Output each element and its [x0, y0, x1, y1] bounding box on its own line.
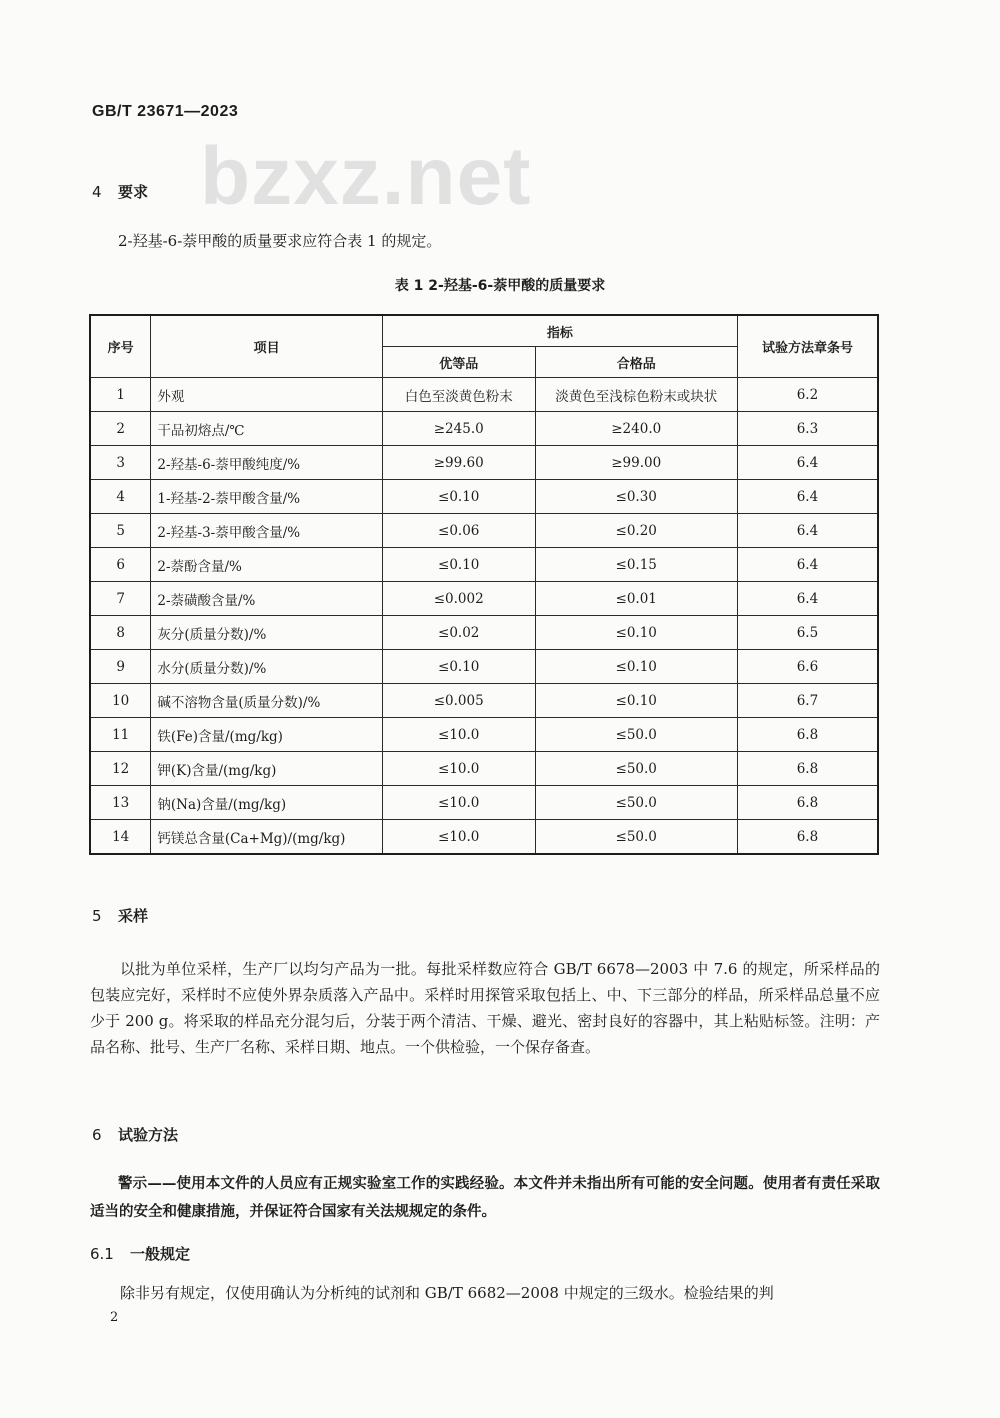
- cell-method: 6.7: [737, 684, 878, 718]
- table-row: [90, 684, 878, 718]
- cell-item: 灰分(质量分数)/%: [151, 616, 383, 650]
- cell-superior: ≤10.0: [382, 786, 535, 820]
- cell-superior: ≤0.06: [382, 514, 535, 548]
- cell-item: 钙镁总含量(Ca+Mg)/(mg/kg): [151, 820, 383, 855]
- cell-qualified: ≤50.0: [535, 752, 737, 786]
- cell-item: 铁(Fe)含量/(mg/kg): [151, 718, 383, 752]
- section-title: 试验方法: [118, 1126, 179, 1144]
- cell-item: 2-羟基-3-萘甲酸含量/%: [151, 514, 383, 548]
- cell-item: 1-羟基-2-萘甲酸含量/%: [151, 480, 383, 514]
- cell-superior: ≥99.60: [382, 446, 535, 480]
- cell-superior: ≤0.10: [382, 480, 535, 514]
- safety-warning: 警示——使用本文件的人员应有正规实验室工作的实践经验。本文件并未指出所有可能的安全问题。使用者有责任采取适当的安全和健康措施，并保证符合国家有关法规规定的条件。: [90, 1176, 880, 1220]
- cell-superior: ≤0.002: [382, 582, 535, 616]
- cell-seq: 13: [90, 786, 151, 820]
- cell-superior: 白色至淡黄色粉末: [382, 378, 535, 412]
- cell-superior: ≤0.005: [382, 684, 535, 718]
- cell-item: 碱不溶物含量(质量分数)/%: [151, 684, 383, 718]
- cell-superior: ≤0.10: [382, 548, 535, 582]
- cell-seq: 1: [90, 378, 151, 412]
- cell-seq: 4: [90, 480, 151, 514]
- subsection-6-1-body: 除非另有规定，仅使用确认为分析纯的试剂和 GB/T 6682—2008 中规定的三级水。检验结果的判: [120, 1284, 774, 1302]
- cell-superior: ≤10.0: [382, 752, 535, 786]
- cell-item: 钠(Na)含量/(mg/kg): [151, 786, 383, 820]
- header-qualified: 合格品: [535, 347, 737, 378]
- cell-method: 6.6: [737, 650, 878, 684]
- table-caption: 表 1 2-羟基-6-萘甲酸的质量要求: [394, 278, 606, 294]
- subsection-title: 一般规定: [130, 1245, 191, 1263]
- subsection-6-1-heading: [90, 1243, 190, 1264]
- cell-seq: 12: [90, 752, 151, 786]
- table-row: [90, 820, 878, 855]
- cell-qualified: ≥240.0: [535, 412, 737, 446]
- cell-superior: ≤0.02: [382, 616, 535, 650]
- cell-seq: 10: [90, 684, 151, 718]
- cell-qualified: ≤0.30: [535, 480, 737, 514]
- cell-method: 6.4: [737, 514, 878, 548]
- table-row: [90, 650, 878, 684]
- cell-method: 6.8: [737, 820, 878, 855]
- table-header: [90, 315, 878, 378]
- cell-method: 6.5: [737, 616, 878, 650]
- cell-method: 6.2: [737, 378, 878, 412]
- cell-seq: 9: [90, 650, 151, 684]
- cell-superior: ≤0.10: [382, 650, 535, 684]
- cell-method: 6.8: [737, 786, 878, 820]
- cell-item: 钾(K)含量/(mg/kg): [151, 752, 383, 786]
- cell-seq: 6: [90, 548, 151, 582]
- section-title: 要求: [118, 183, 149, 201]
- section-number: 6: [92, 1126, 102, 1144]
- section-number: 4: [92, 183, 102, 201]
- section-5-heading: [92, 905, 148, 926]
- cell-method: 6.8: [737, 752, 878, 786]
- cell-qualified: ≤0.20: [535, 514, 737, 548]
- quality-requirements-table: [89, 314, 879, 855]
- cell-superior: ≤10.0: [382, 718, 535, 752]
- table-row: [90, 752, 878, 786]
- cell-item: 干品初熔点/℃: [151, 412, 383, 446]
- cell-item: 水分(质量分数)/%: [151, 650, 383, 684]
- subsection-number: 6.1: [90, 1245, 114, 1263]
- cell-method: 6.4: [737, 480, 878, 514]
- watermark-logo: bzxz.net: [200, 131, 532, 222]
- header-method: 试验方法章条号: [737, 315, 878, 378]
- cell-seq: 11: [90, 718, 151, 752]
- header-indicator: 指标: [382, 315, 737, 347]
- page-number: 2: [110, 1310, 119, 1325]
- table-row: [90, 616, 878, 650]
- table-row: [90, 582, 878, 616]
- table-row: [90, 480, 878, 514]
- cell-method: 6.3: [737, 412, 878, 446]
- section-title: 采样: [118, 907, 149, 925]
- cell-item: 外观: [151, 378, 383, 412]
- table-row: [90, 446, 878, 480]
- cell-item: 2-羟基-6-萘甲酸纯度/%: [151, 446, 383, 480]
- cell-qualified: ≥99.00: [535, 446, 737, 480]
- cell-item: 2-萘磺酸含量/%: [151, 582, 383, 616]
- header-superior: 优等品: [382, 347, 535, 378]
- header-item: 项目: [151, 315, 383, 378]
- cell-qualified: ≤0.15: [535, 548, 737, 582]
- cell-qualified: ≤0.10: [535, 616, 737, 650]
- cell-item: 2-萘酚含量/%: [151, 548, 383, 582]
- table-row: [90, 412, 878, 446]
- cell-qualified: ≤50.0: [535, 786, 737, 820]
- section-4-intro: 2-羟基-6-萘甲酸的质量要求应符合表 1 的规定。: [118, 232, 442, 250]
- table-row: [90, 786, 878, 820]
- table-row: [90, 548, 878, 582]
- section-number: 5: [92, 907, 102, 925]
- table-row: [90, 718, 878, 752]
- cell-seq: 8: [90, 616, 151, 650]
- cell-method: 6.4: [737, 582, 878, 616]
- cell-seq: 7: [90, 582, 151, 616]
- cell-qualified: ≤0.10: [535, 650, 737, 684]
- cell-superior: ≤10.0: [382, 820, 535, 855]
- header-seq: 序号: [90, 315, 151, 378]
- cell-seq: 3: [90, 446, 151, 480]
- section-4-heading: [92, 181, 148, 202]
- cell-qualified: ≤50.0: [535, 718, 737, 752]
- cell-qualified: ≤0.10: [535, 684, 737, 718]
- cell-seq: 14: [90, 820, 151, 855]
- cell-method: 6.4: [737, 446, 878, 480]
- cell-qualified: ≤50.0: [535, 820, 737, 855]
- section-6-heading: [92, 1124, 178, 1145]
- cell-seq: 5: [90, 514, 151, 548]
- cell-method: 6.8: [737, 718, 878, 752]
- standard-code: GB/T 23671—2023: [92, 103, 239, 120]
- cell-method: 6.4: [737, 548, 878, 582]
- table-row: [90, 378, 878, 412]
- table-body: [90, 378, 878, 855]
- cell-seq: 2: [90, 412, 151, 446]
- cell-qualified: 淡黄色至浅棕色粉末或块状: [535, 378, 737, 412]
- section-5-body: 以批为单位采样，生产厂以均匀产品为一批。每批采样数应符合 GB/T 6678—2003 中 7.6 的规定，所采样品的包装应完好，采样时不应使外界杂质落入产品中。采样时用探管采取包括上、中、下三部分的样品，所采样品总量不应少于 200 g。将采取的样品充分混匀后，分装于两个清洁、干燥、避光、密封良好的容器中，其上粘贴标签。注明：产品名称、批号、生产厂名称、采样日期、地点。一个供检验，一个保存备查。: [90, 960, 880, 1056]
- table-row: [90, 514, 878, 548]
- cell-superior: ≥245.0: [382, 412, 535, 446]
- cell-qualified: ≤0.01: [535, 582, 737, 616]
